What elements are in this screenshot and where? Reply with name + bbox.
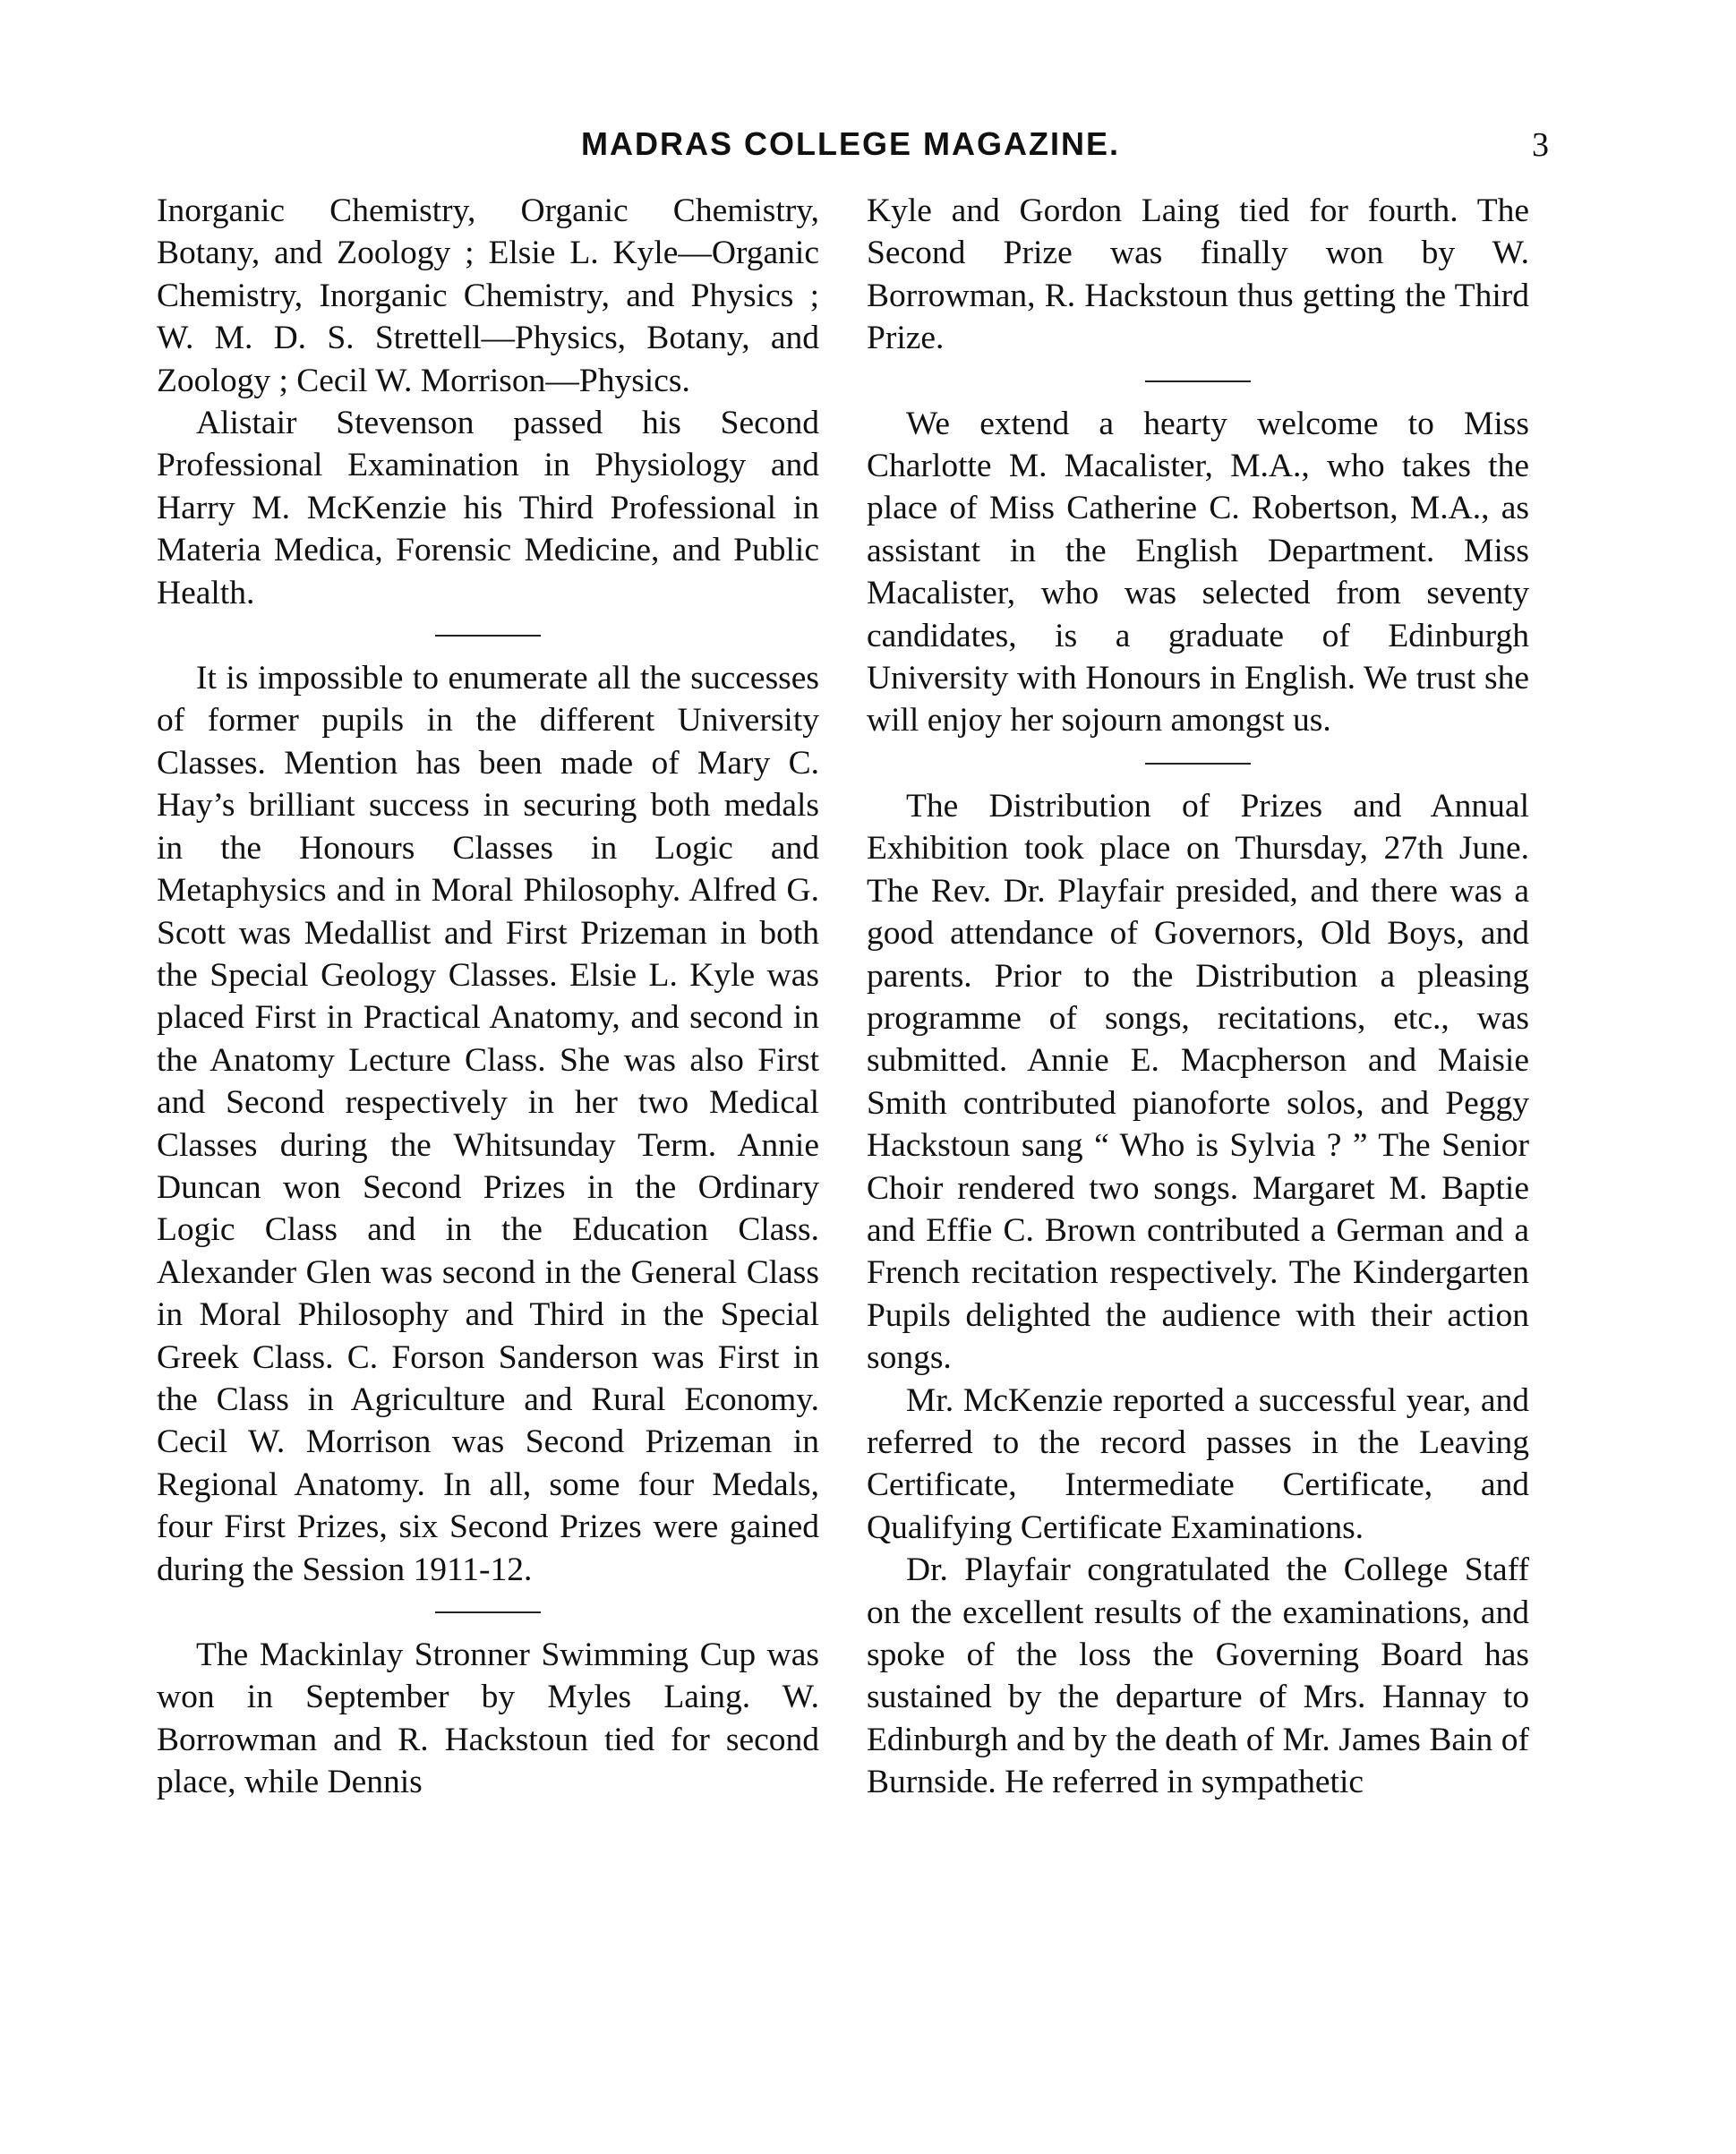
right-paragraph-welcome: We extend a hearty welcome to Miss Charlotte M. Macalister, M.A., who takes the place of Miss Catherine C. Robertson, M.A., as assistant in the English Department. Miss Macalister, who was selected from seventy candidates, is a graduate of Edinburgh University with Honours in English. We trust she will enjoy her sojourn amongst us. [867,405,1529,739]
section-divider [157,1591,819,1634]
section-divider [867,360,1529,403]
right-paragraph-continued: Kyle and Gordon Laing tied for fourth. The Second Prize was finally won by W. Borrowman, R. Hackstoun thus getting the Third Prize. [867,192,1529,357]
right-paragraph-playfair: Dr. Playfair congratulated the College Staff on the excellent results of the examinations, and spoke of the loss the Governing Board has sustained by the departure of Mrs. Hannay to Edinburgh and by the death of Mr. James Bain of Burnside. He referred in sympathetic [867,1551,1529,1801]
section-divider [867,742,1529,785]
left-paragraph-university-successes: It is impossible to enumerate all the successes of former pupils in the different University Classes. Mention has been made of Mary C. Hay’s brilliant success in securing both medals in the Honours Classes in Logic and Metaphysics and in Moral Philosophy. Alfred G. Scott was Medallist and First Prizeman in both the Special Geology Classes. Elsie L. Kyle was placed First in Practical Anatomy, and second in the Anatomy Lecture Class. She was also First and Second respectively in her two Medical Classes during the Whitsunday Term. Annie Duncan won Second Prizes in the Ordinary Logic Class and in the Education Class. Alexander Glen was second in the General Class in Moral Philosophy and Third in the Special Greek Class. C. Forson Sanderson was First in the Class in Agriculture and Rural Economy. Cecil W. Morrison was Second Prizeman in Regional Anatomy. In all, some four Medals, four First Prizes, six Second Prizes were gained during the Session 1911-12. [157,660,819,1588]
left-paragraph-swimming-cup: The Mackinlay Stronner Swimming Cup was won in September by Myles Laing. W. Borrowman and R. Hackstoun tied for second place, while Dennis [157,1637,819,1801]
left-paragraph-continued: Inorganic Chemistry, Organic Chemistry, Botany, and Zoology ; Elsie L. Kyle—Organic Chemistry, Inorganic Chemistry, and Physics ; W. M. D. S. Strettell—Physics, Botany, and Zoology ; Cecil W. Morrison—Physics. [157,192,819,399]
page-number: 3 [1532,126,1549,164]
section-divider [157,614,819,657]
left-paragraph-stevenson: Alistair Stevenson passed his Second Professional Examination in Physiology and Harry M. McKenzie his Third Professional in Materia Medica, Forensic Medicine, and Public Health. [157,405,819,611]
right-column [867,190,1529,1804]
right-paragraph-mckenzie-report: Mr. McKenzie reported a successful year, and referred to the record passes in the Leaving Certificate, Intermediate Certificate, and Qualifying Certificate Examinations. [867,1381,1529,1546]
page-header [152,125,1549,179]
magazine-title: MADRAS COLLEGE MAGAZINE. [581,125,1120,162]
left-column [157,190,819,1804]
right-paragraph-prize-distribution: The Distribution of Prizes and Annual Exhibition took place on Thursday, 27th June. The Rev. Dr. Playfair presided, and there was a good attendance of Governors, Old Boys, and parents. Prior to the Distribution a pleasing programme of songs, recitations, etc., was submitted. Annie E. Macpherson and Maisie Smith contributed pianoforte solos, and Peggy Hackstoun sang “ Who is Sylvia ? ” The Senior Choir rendered two songs. Margaret M. Baptie and Effie C. Brown contributed a German and a French recitation respectively. The Kindergarten Pupils delighted the audience with their action songs. [867,787,1529,1377]
